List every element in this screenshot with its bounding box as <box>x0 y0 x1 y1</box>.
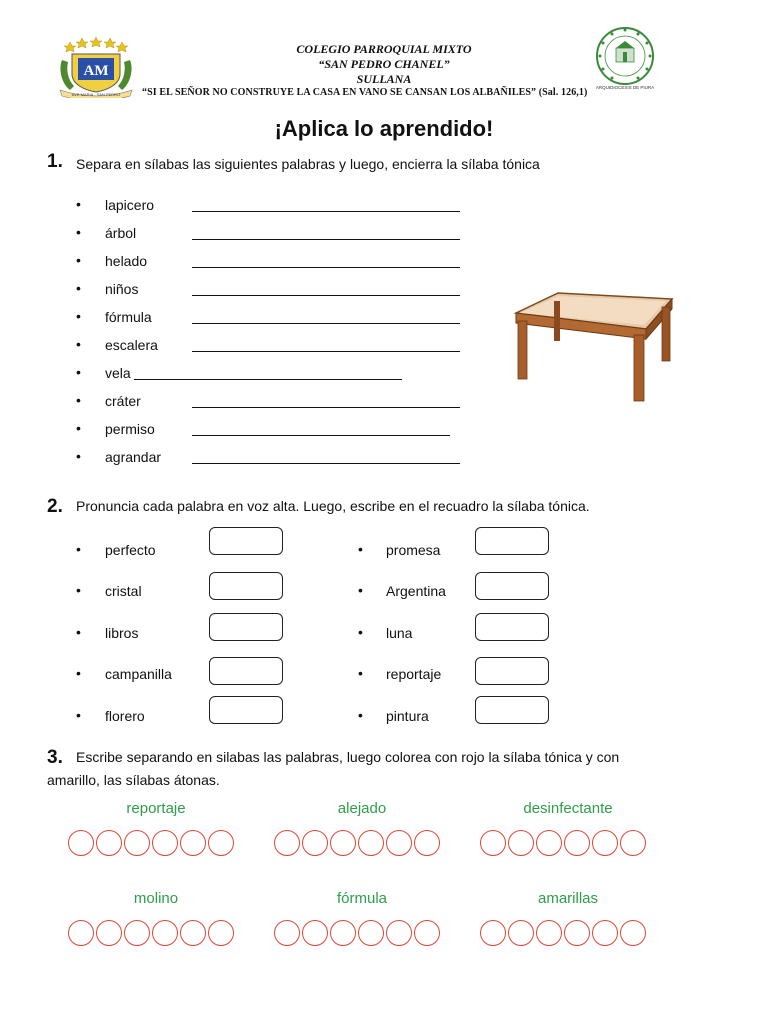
syllable-box[interactable] <box>475 657 549 685</box>
section3-word: amarillas <box>537 890 598 907</box>
section2-left-word: campanilla <box>105 666 172 682</box>
school-patron: “SAN PEDRO CHANEL” <box>318 57 450 71</box>
section2-right-word: Argentina <box>386 583 446 599</box>
bullet: • <box>358 582 363 598</box>
section1-instruction: Separa en sílabas las siguientes palabras y luego, encierra la sílaba tónica <box>76 156 540 172</box>
svg-text:AM: AM <box>83 63 109 79</box>
section1-word: helado <box>105 253 148 269</box>
syllable-circle[interactable] <box>536 920 562 946</box>
syllable-circle[interactable] <box>414 920 440 946</box>
syllable-box[interactable] <box>475 613 549 641</box>
section3-number: 3. <box>47 747 63 768</box>
bullet: • <box>358 624 363 640</box>
section2-left-word: cristal <box>105 583 142 599</box>
header-motto: “SI EL SEÑOR NO CONSTRUYE LA CASA EN VANO SE CANSAN LOS ALBAÑILES” (Sal. 126,1) <box>142 87 588 98</box>
syllable-circle[interactable] <box>302 830 328 856</box>
syllable-box[interactable] <box>475 696 549 724</box>
section3-word: desinfectante <box>523 800 613 817</box>
syllable-circle[interactable] <box>68 830 94 856</box>
section1-word: lapicero <box>105 197 155 213</box>
section2-right-word: reportaje <box>386 666 442 682</box>
answer-line[interactable] <box>192 435 450 436</box>
syllable-box[interactable] <box>209 527 283 555</box>
section2-left-word: libros <box>105 625 139 641</box>
syllable-circles-row <box>274 920 442 946</box>
section1-word: niños <box>105 281 139 297</box>
syllable-circle[interactable] <box>96 830 122 856</box>
bullet: • <box>76 224 81 240</box>
syllable-circle[interactable] <box>480 830 506 856</box>
section1-word: vela <box>105 365 131 381</box>
section3-word: molino <box>133 890 179 907</box>
syllable-circle[interactable] <box>386 830 412 856</box>
syllable-circle[interactable] <box>592 830 618 856</box>
answer-line[interactable] <box>192 407 460 408</box>
answer-line[interactable] <box>192 239 460 240</box>
syllable-circle[interactable] <box>180 830 206 856</box>
bullet: • <box>76 364 81 380</box>
syllable-circle[interactable] <box>152 830 178 856</box>
syllable-circle[interactable] <box>330 830 356 856</box>
section3-word: alejado <box>337 800 387 817</box>
school-name: COLEGIO PARROQUIAL MIXTO <box>296 42 472 56</box>
syllable-circles-row <box>480 920 648 946</box>
bullet: • <box>76 196 81 212</box>
bullet: • <box>76 541 81 557</box>
syllable-circles-row <box>480 830 648 856</box>
section3-word: fórmula <box>336 890 388 907</box>
section2-right-word: luna <box>386 625 413 641</box>
bullet: • <box>76 252 81 268</box>
section2-left-word: florero <box>105 708 145 724</box>
answer-line[interactable] <box>134 379 402 380</box>
syllable-circle[interactable] <box>358 830 384 856</box>
syllable-circle[interactable] <box>96 920 122 946</box>
syllable-circle[interactable] <box>358 920 384 946</box>
left-logo-ribbon-text: AVE MARIA - SAN PEDRO <box>71 92 121 97</box>
section1-number: 1. <box>47 151 63 172</box>
syllable-circle[interactable] <box>124 830 150 856</box>
syllable-circle[interactable] <box>592 920 618 946</box>
syllable-circle[interactable] <box>208 830 234 856</box>
bullet: • <box>76 665 81 681</box>
school-city: SULLANA <box>356 72 412 86</box>
answer-line[interactable] <box>192 463 460 464</box>
syllable-circle[interactable] <box>208 920 234 946</box>
syllable-box[interactable] <box>209 657 283 685</box>
bullet: • <box>358 665 363 681</box>
syllable-circle[interactable] <box>564 920 590 946</box>
section1-word: agrandar <box>105 449 162 465</box>
syllable-circle[interactable] <box>274 920 300 946</box>
syllable-circles-row <box>274 830 442 856</box>
bullet: • <box>76 624 81 640</box>
table-illustration <box>506 283 676 408</box>
syllable-circle[interactable] <box>620 830 646 856</box>
syllable-circle[interactable] <box>480 920 506 946</box>
bullet: • <box>76 582 81 598</box>
right-logo-caption: ARQUIDIOCESIS DE PIURA <box>595 85 655 90</box>
bullet: • <box>76 448 81 464</box>
syllable-circle[interactable] <box>564 830 590 856</box>
bullet: • <box>76 308 81 324</box>
syllable-box[interactable] <box>209 572 283 600</box>
answer-line[interactable] <box>192 351 460 352</box>
syllable-box[interactable] <box>475 527 549 555</box>
syllable-circle[interactable] <box>180 920 206 946</box>
section3-instruction-line1: Escribe separando en silabas las palabras, luego colorea con rojo la sílaba tónica y con <box>76 749 620 765</box>
section2-right-word: pintura <box>386 708 429 724</box>
syllable-circle[interactable] <box>152 920 178 946</box>
section2-number: 2. <box>47 496 63 517</box>
bullet: • <box>76 392 81 408</box>
bullet: • <box>76 420 81 436</box>
section2-left-word: perfecto <box>105 542 156 558</box>
bullet: • <box>358 541 363 557</box>
section2-right-word: promesa <box>386 542 441 558</box>
section1-word: árbol <box>105 225 137 241</box>
syllable-circle[interactable] <box>274 830 300 856</box>
syllable-circle[interactable] <box>68 920 94 946</box>
answer-line[interactable] <box>192 295 460 296</box>
bullet: • <box>76 280 81 296</box>
syllable-circle[interactable] <box>386 920 412 946</box>
syllable-circle[interactable] <box>414 830 440 856</box>
section1-word: permiso <box>105 421 155 437</box>
syllable-circle[interactable] <box>620 920 646 946</box>
syllable-circle[interactable] <box>124 920 150 946</box>
section1-word: escalera <box>105 337 158 353</box>
syllable-circle[interactable] <box>508 920 534 946</box>
syllable-box[interactable] <box>209 613 283 641</box>
syllable-box[interactable] <box>209 696 283 724</box>
bullet: • <box>358 707 363 723</box>
syllable-circle[interactable] <box>330 920 356 946</box>
answer-line[interactable] <box>192 211 460 212</box>
syllable-circle[interactable] <box>302 920 328 946</box>
syllable-circles-row <box>68 830 236 856</box>
syllable-circle[interactable] <box>536 830 562 856</box>
syllable-circles-row <box>68 920 236 946</box>
section1-word: cráter <box>105 393 141 409</box>
answer-line[interactable] <box>192 267 460 268</box>
syllable-circle[interactable] <box>508 830 534 856</box>
section1-word: fórmula <box>105 309 152 325</box>
answer-line[interactable] <box>192 323 460 324</box>
bullet: • <box>76 336 81 352</box>
page-title: ¡Aplica lo aprendido! <box>274 116 494 141</box>
section2-instruction: Pronuncia cada palabra en voz alta. Luego, escribe en el recuadro la sílaba tónica. <box>76 498 590 514</box>
section3-instruction-line2: amarillo, las sílabas átonas. <box>47 772 220 788</box>
section3-word: reportaje <box>126 800 186 817</box>
bullet: • <box>76 707 81 723</box>
syllable-box[interactable] <box>475 572 549 600</box>
